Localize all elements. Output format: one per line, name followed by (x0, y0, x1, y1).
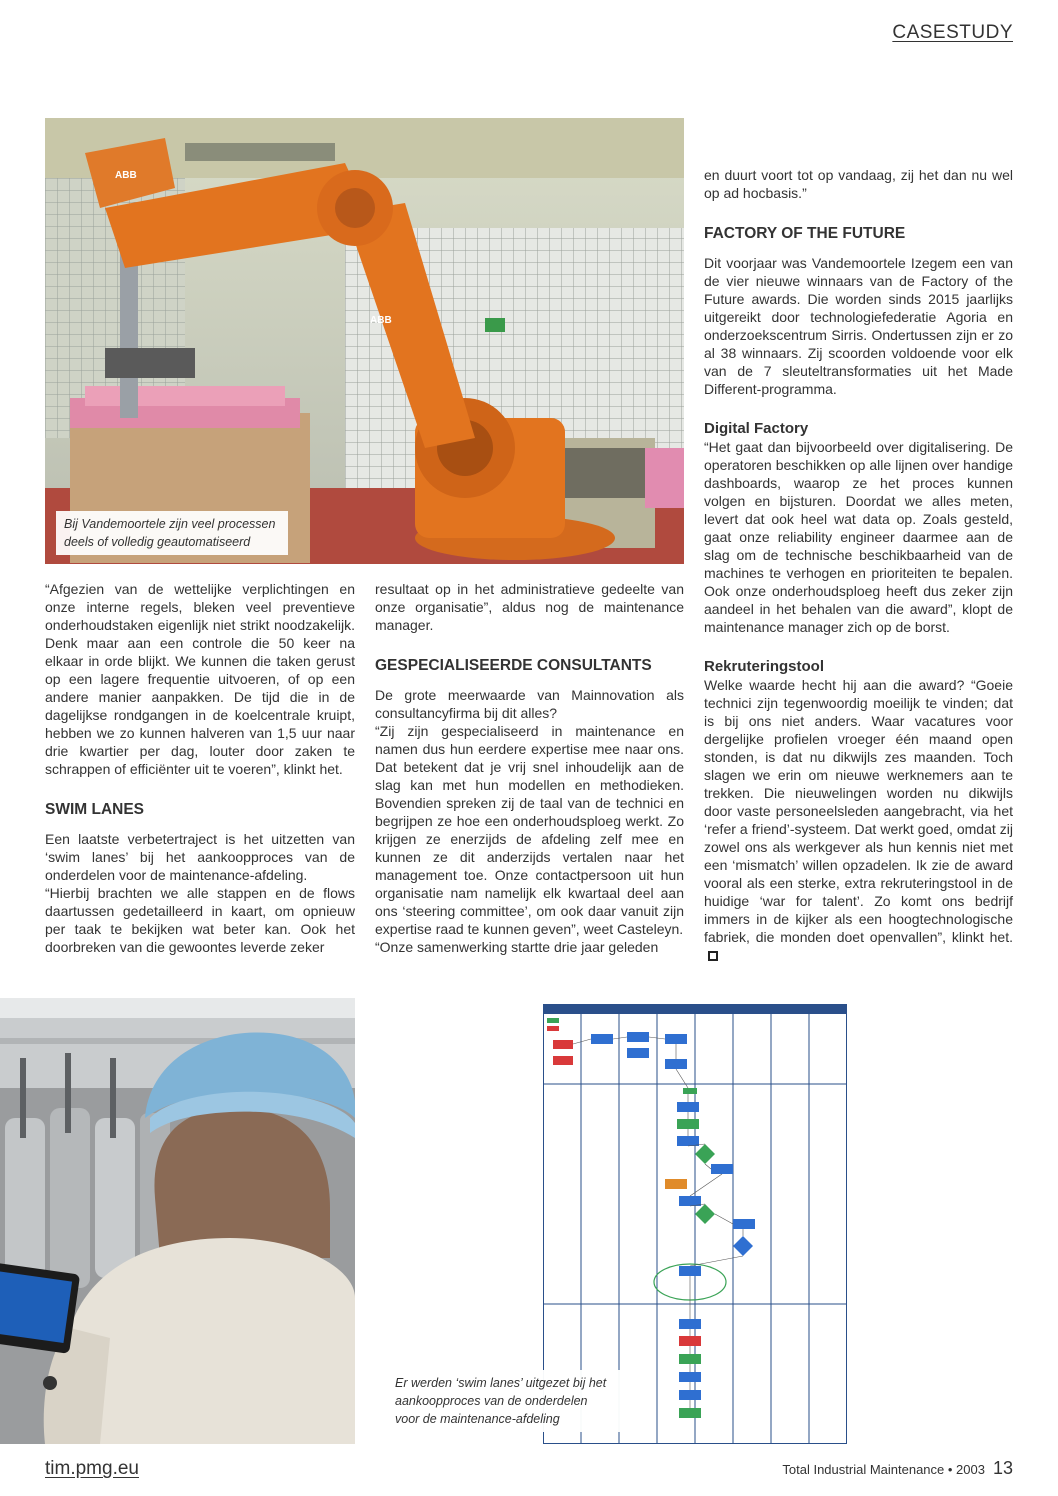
diagram-caption (387, 1370, 627, 1432)
footer-url-link[interactable]: tim.pmg.eu (45, 1458, 139, 1479)
caption-line: Bij Vandemoortele zijn veel processen (64, 517, 276, 531)
caption-line: Er werden ‘swim lanes’ uitgezet bij het (395, 1376, 607, 1390)
paragraph: “Afgezien van de wettelijke verplichtingen en onze interne regels, bleken veel preventieve onderhoudstaken eigenlijk niet strikt noodzakelijk. Denk maar aan een controle die 50 keer na elkaar in orde blijkt. We kunnen die taken gerust op een lagere frequentie uitvoeren, of op een andere manier aanpakken. De tijd die in de dagelijkse rondgangen in de koelcentrale kruipt, hebben we zo kunnen halveren van 1,5 uur naar drie kwartier per dag, louter door zaken te schrappen of efficiënter uit te voeren”, klinkt het. (45, 581, 355, 777)
abb-logo: ABB (115, 170, 137, 181)
article-column-3 (704, 166, 1013, 964)
paragraph: Dit voorjaar was Vandemoortele Izegem een van de vier nieuwe winnaars van de Factory of the Future awards. Die worden sinds 2015 jaarlijks uitgereikt door technologiefederatie Agoria en onderzoekscentrum Sirris. Ondertussen zijn er zo al 38 winnaars. Zij scoorden voldoende voor elk van de 7 sleuteltransformaties uit het Made Different-programma. (704, 255, 1013, 397)
paragraph: resultaat op in het administratieve gedeelte van onze organisatie”, aldus nog de maintenance manager. (375, 581, 684, 633)
page-number: 13 (992, 1458, 1013, 1478)
paragraph-text: Welke waarde hecht hij aan die award? “Goeie technici zijn tegenwoordig moeilijk te vinden; dat is bij ons niet anders. Waar vacatures voor dergelijke profielen vroeger één maand open stonden, is dat nu dikwijls zes maanden. Toch slagen we erin om nieuwe werknemers aan te trekken. Die nieuwelingen worden nu dikwijls door vaste personeelsleden aangebracht, via het ‘refer a friend’-systeem. Dat werkt goed, omdat zij zowel ons als werkgever als hun kennis niet met een ‘mismatch’ willen opzadelen. Ik zie de award vooral als een sterke, extra rekruteringstool in de huidige ‘war for talent’. Zo komt ons bedrijf immers in de kijker als een hoogtechnologische fabriek, die monden doet openvallen”, klinkt het. (704, 677, 1013, 945)
caption-line: voor de maintenance-afdeling (395, 1412, 560, 1426)
heading-factory: FACTORY OF THE FUTURE (704, 225, 906, 242)
abb-logo-2: ABB (370, 315, 392, 326)
section-label: CASESTUDY (892, 22, 1013, 43)
paragraph-last (704, 676, 1013, 964)
heading-consultants: GESPECIALISEERDE CONSULTANTS (375, 657, 652, 674)
publication-name: Total Industrial Maintenance • 2003 (782, 1462, 985, 1477)
heading-rekrutering: Rekruteringstool (704, 658, 825, 675)
paragraph: “Hierbij brachten we alle stappen en de flows daartussen gedetailleerd in kaart, om opnieuw per taak te bekijken wat beter kan. Ook het doorbreken van die gewoontes leverde zeker (45, 885, 355, 955)
heading-digital: Digital Factory (704, 420, 809, 437)
paragraph: “Het gaat dan bijvoorbeeld over digitalisering. De operatoren beschikken op alle lijnen over handige dashboards, waarop ze het proces kunnen volgen en bijsturen. Doordat we alles meten, levert dat ook heel wat data op. Zoals gesteld, gaat onze reliability engineer daarmee aan de slag om de technische beschikbaarheid van de machines te verhogen en prioriteiten te bepalen. Ook onze onderhoudsploeg heeft dus zeker zijn aandeel in het behalen van die award”, klopt de maintenance manager zich op de borst. (704, 439, 1013, 635)
robot-photo (45, 118, 684, 564)
paragraph: De grote meerwaarde van Mainnovation als consultancyfirma bij dit alles? (375, 687, 684, 721)
paragraph: “Onze samenwerking startte drie jaar geleden (375, 939, 659, 955)
paragraph: Een laatste verbetertraject is het uitzetten van ‘swim lanes’ bij het aankoopproces van de onderdelen voor de maintenance-afdeling. (45, 831, 355, 883)
end-mark-icon (708, 951, 718, 961)
paragraph: en duurt voort tot op vandaag, zij het dan nu wel op ad hocbasis.” (704, 167, 1013, 201)
technician-photo (0, 998, 355, 1444)
footer-publication (782, 1458, 1013, 1479)
photo-caption-top (56, 511, 288, 555)
caption-line: aankoopproces van de onderdelen (395, 1394, 588, 1408)
caption-line: deels of volledig geautomatiseerd (64, 535, 251, 549)
article-column-1 (45, 580, 355, 956)
heading-swim-lanes: SWIM LANES (45, 801, 145, 818)
paragraph: “Zij zijn gespecialiseerd in maintenance en namen dus hun eerdere expertise mee naar ons. Dat betekent dat je vrij snel inhoudelijk aan de slag kan met hun modellen en methodieken. Bovendien spreken zij de taal van de technici en begrijpen ze hoe een onderhoudsploeg werkt. Zo krijgen ze enerzijds de afdeling zelf mee en kunnen ze dit anderzijds vertalen naar het management toe. Onze contactpersoon uit hun organisatie nam namelijk elk kwartaal deel aan ons ‘steering committee’, om ook daar vanuit zijn expertise raad te kunnen geven”, weet Casteleyn. (375, 723, 684, 937)
article-column-2 (375, 580, 684, 956)
